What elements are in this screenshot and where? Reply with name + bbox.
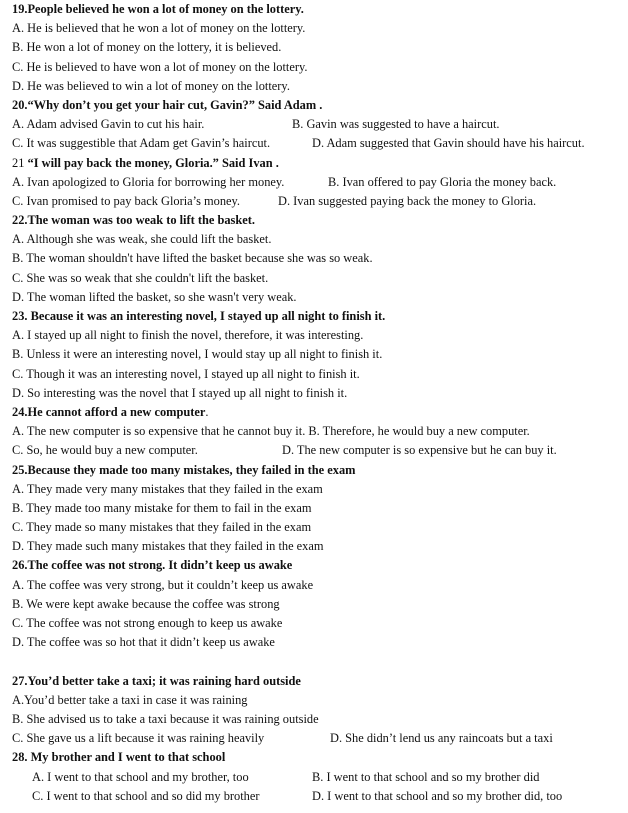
question-20-options-cd <box>12 134 628 153</box>
question-24-stem <box>12 403 628 422</box>
question-21-option-a: A. Ivan apologized to Gloria for borrowing her money. <box>12 174 285 189</box>
question-21-number: 21 <box>12 155 28 170</box>
question-28-option-c: C. I went to that school and so did my brother <box>32 788 260 803</box>
question-28-options-ab <box>12 768 628 787</box>
question-19-stem: 19.People believed he won a lot of money on the lottery. <box>12 2 304 16</box>
question-26-option-b: B. We were kept awake because the coffee was strong <box>12 596 280 611</box>
question-23-option-b: B. Unless it were an interesting novel, I would stay up all night to finish it. <box>12 347 383 362</box>
question-28-stem: 28. My brother and I went to that school <box>12 750 226 765</box>
question-28-options-cd <box>12 787 628 806</box>
worksheet-page <box>12 0 628 806</box>
question-27-option-c: C. She gave us a lift because it was raining heavily <box>12 731 265 746</box>
question-27-option-a: A.You’d better take a taxi in case it was raining <box>12 692 248 707</box>
question-25-stem: 25.Because they made too many mistakes, they failed in the exam <box>12 462 356 477</box>
question-28-option-b: B. I went to that school and so my brother did <box>312 769 540 784</box>
question-21-options-cd <box>12 192 628 211</box>
question-21-option-c: C. Ivan promised to pay back Gloria’s money. <box>12 193 241 208</box>
question-21-option-d: D. Ivan suggested paying back the money to Gloria. <box>278 193 537 208</box>
question-21-option-b: B. Ivan offered to pay Gloria the money back. <box>328 174 557 189</box>
question-19-option-c: C. He is believed to have won a lot of money on the lottery. <box>12 59 308 74</box>
question-22-option-a: A. Although she was weak, she could lift the basket. <box>12 232 272 247</box>
question-26-option-c: C. The coffee was not strong enough to keep us awake <box>12 616 283 630</box>
question-20-option-c: C. It was suggestible that Adam get Gavin’s haircut. <box>12 136 271 151</box>
question-20-stem: 20.“Why don’t you get your hair cut, Gavin?” Said Adam . <box>12 97 323 112</box>
question-25-option-d: D. They made such many mistakes that they failed in the exam <box>12 539 324 554</box>
question-24-options-ab: A. The new computer is so expensive that he cannot buy it. B. Therefore, he would buy a new computer. <box>12 424 530 439</box>
question-24-text: 24.He cannot afford a new computer <box>12 404 206 419</box>
question-26-option-d: D. The coffee was so hot that it didn’t keep us awake <box>12 635 275 650</box>
question-22-option-c: C. She was so weak that she couldn't lift the basket. <box>12 270 269 285</box>
question-20-option-d: D. Adam suggested that Gavin should have his haircut. <box>312 136 585 151</box>
question-28-option-d: D. I went to that school and so my brother did, too <box>312 788 563 803</box>
question-19-option-d: D. He was believed to win a lot of money on the lottery. <box>12 78 290 93</box>
question-27-option-d: D. She didn’t lend us any raincoats but a taxi <box>330 731 553 746</box>
question-27-option-b: B. She advised us to take a taxi because it was raining outside <box>12 711 319 726</box>
question-21-stem <box>12 154 628 173</box>
question-23-option-a: A. I stayed up all night to finish the novel, therefore, it was interesting. <box>12 328 364 343</box>
question-23-option-d: D. So interesting was the novel that I stayed up all night to finish it. <box>12 385 348 400</box>
question-28-option-a: A. I went to that school and my brother, too <box>32 769 249 784</box>
question-22-option-b: B. The woman shouldn't have lifted the basket because she was so weak. <box>12 251 373 266</box>
blank-line <box>12 652 628 671</box>
question-23-option-c: C. Though it was an interesting novel, I stayed up all night to finish it. <box>12 366 360 381</box>
question-23-stem: 23. Because it was an interesting novel, I stayed up all night to finish it. <box>12 309 386 323</box>
question-26-stem: 26.The coffee was not strong. It didn’t keep us awake <box>12 558 293 573</box>
question-19-option-b: B. He won a lot of money on the lottery, it is believed. <box>12 40 282 55</box>
question-22-option-d: D. The woman lifted the basket, so she wasn't very weak. <box>12 289 297 304</box>
question-20-option-b: B. Gavin was suggested to have a haircut. <box>292 117 500 132</box>
question-25-option-a: A. They made very many mistakes that they failed in the exam <box>12 481 323 496</box>
question-20-option-a: A. Adam advised Gavin to cut his hair. <box>12 117 205 132</box>
question-19-option-a: A. He is believed that he won a lot of money on the lottery. <box>12 21 306 36</box>
question-20-options-ab <box>12 115 628 134</box>
question-24-period: . <box>205 404 209 419</box>
question-25-option-b: B. They made too many mistake for them to fail in the exam <box>12 500 312 515</box>
question-27-stem: 27.You’d better take a taxi; it was raining hard outside <box>12 673 301 688</box>
question-24-option-d: D. The new computer is so expensive but he can buy it. <box>282 443 557 458</box>
question-26-option-a: A. The coffee was very strong, but it couldn’t keep us awake <box>12 577 314 592</box>
question-24-option-c: C. So, he would buy a new computer. <box>12 443 198 458</box>
question-21-options-ab <box>12 173 628 192</box>
question-25-option-c: C. They made so many mistakes that they failed in the exam <box>12 520 312 535</box>
question-22-stem: 22.The woman was too weak to lift the basket. <box>12 213 255 228</box>
question-27-options-cd <box>12 729 628 748</box>
question-21-text: “I will pay back the money, Gloria.” Said Ivan . <box>27 155 279 170</box>
question-24-options-cd <box>12 441 628 460</box>
